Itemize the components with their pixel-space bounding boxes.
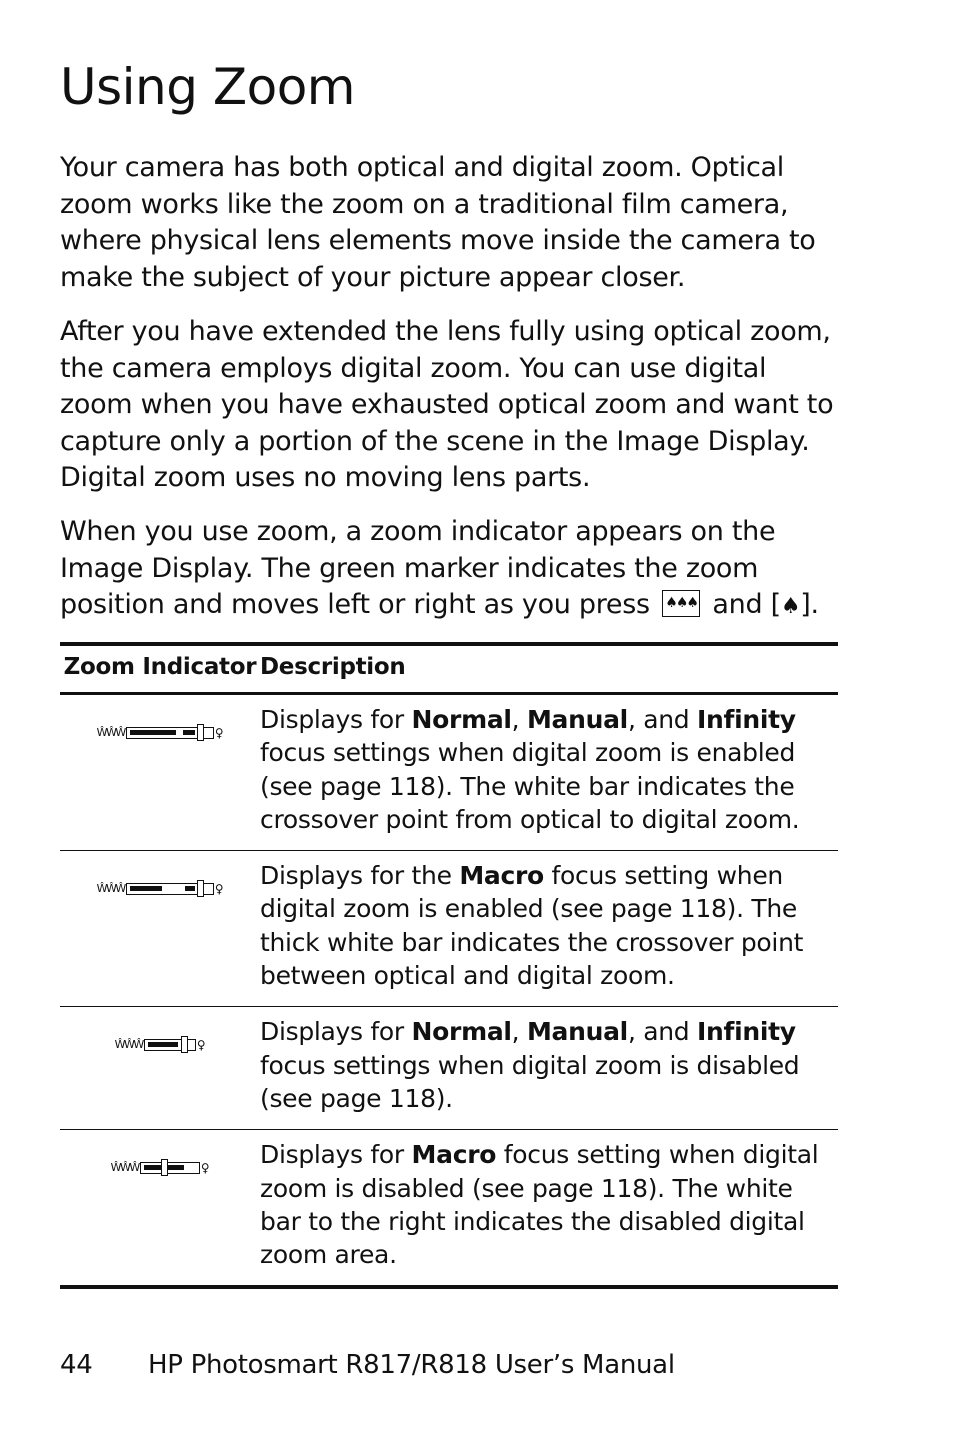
table-row bbox=[60, 851, 838, 1007]
telephoto-button-icon: ♠ bbox=[780, 594, 801, 619]
bracket-close: ]. bbox=[800, 589, 819, 620]
indicator-cell bbox=[60, 1130, 260, 1288]
wide-angle-trees-icon: ŴŴŴ bbox=[110, 1161, 139, 1175]
zoom-track bbox=[140, 1162, 200, 1174]
intro-paragraph: Your camera has both optical and digital zoom. Optical zoom works like the zoom on a traditional film camera, where physical lens elements move inside the camera to make the subject of your picture appear closer. bbox=[60, 152, 816, 293]
indicator-cell bbox=[60, 694, 260, 851]
page-title: Using Zoom bbox=[60, 58, 355, 116]
table-header-row bbox=[60, 644, 838, 694]
zoom-indicator-macro-enabled bbox=[97, 878, 224, 900]
page-number: 44 bbox=[60, 1350, 93, 1380]
description-cell: Displays for the Macro focus setting when digital zoom is enabled (see page 118). The thick white bar indicates the crossover point between optical and digital zoom. bbox=[260, 851, 838, 1007]
and-text: and bbox=[712, 589, 763, 620]
zoom-marker bbox=[197, 724, 204, 741]
table-row bbox=[60, 1007, 838, 1130]
manual-title: HP Photosmart R817/R818 User’s Manual bbox=[148, 1350, 675, 1380]
telephoto-tree-icon: ♀ bbox=[214, 726, 224, 740]
zoom-indicator-digital-enabled bbox=[97, 722, 224, 744]
zoom-indicator-paragraph bbox=[60, 514, 840, 626]
zoom-marker bbox=[161, 1159, 168, 1176]
zoom-indicator-macro-disabled bbox=[111, 1157, 210, 1179]
zoom-indicator-table bbox=[60, 642, 838, 1289]
paragraph-text: When you use zoom, a zoom indicator appears on the Image Display. The green marker indicates the zoom position and moves left or right as you press bbox=[60, 516, 776, 620]
zoom-indicator-digital-disabled bbox=[115, 1034, 206, 1056]
telephoto-tree-icon: ♀ bbox=[196, 1038, 206, 1053]
wide-angle-trees-icon: ŴŴŴ bbox=[96, 726, 125, 739]
description-cell: Displays for Normal, Manual, and Infinity focus settings when digital zoom is enabled (see page 118). The white bar indicates the crossover point from optical to digital zoom. bbox=[260, 694, 838, 851]
wide-angle-button-icon bbox=[662, 590, 700, 617]
wide-angle-trees-icon: ŴŴŴ bbox=[114, 1038, 143, 1052]
zoom-track bbox=[144, 1039, 196, 1051]
wide-angle-trees-icon: ŴŴŴ bbox=[96, 882, 125, 896]
zoom-track bbox=[126, 883, 214, 895]
telephoto-tree-icon: ♀ bbox=[200, 1161, 210, 1176]
telephoto-tree-icon: ♀ bbox=[214, 882, 224, 897]
zoom-track bbox=[126, 727, 214, 739]
indicator-cell bbox=[60, 851, 260, 1007]
column-header-indicator: Zoom Indicator bbox=[60, 644, 260, 694]
table-row bbox=[60, 1130, 838, 1288]
column-header-description: Description bbox=[260, 644, 838, 694]
zoom-marker bbox=[181, 1036, 188, 1053]
description-cell: Displays for Macro focus setting when digital zoom is disabled (see page 118). The white bar to the right indicates the disabled digital zoom area. bbox=[260, 1130, 838, 1288]
page-footer bbox=[60, 1350, 675, 1380]
bracket-open: [ bbox=[770, 589, 781, 620]
description-cell: Displays for Normal, Manual, and Infinity focus settings when digital zoom is disabled (see page 118). bbox=[260, 1007, 838, 1130]
digital-zoom-paragraph: After you have extended the lens fully using optical zoom, the camera employs digital zoom. You can use digital zoom when you have exhausted optical zoom and want to capture only a portion of the scene in the Image Display. Digital zoom uses no moving lens parts. bbox=[60, 316, 834, 493]
table-row bbox=[60, 694, 838, 851]
zoom-marker bbox=[197, 880, 204, 897]
indicator-cell bbox=[60, 1007, 260, 1130]
